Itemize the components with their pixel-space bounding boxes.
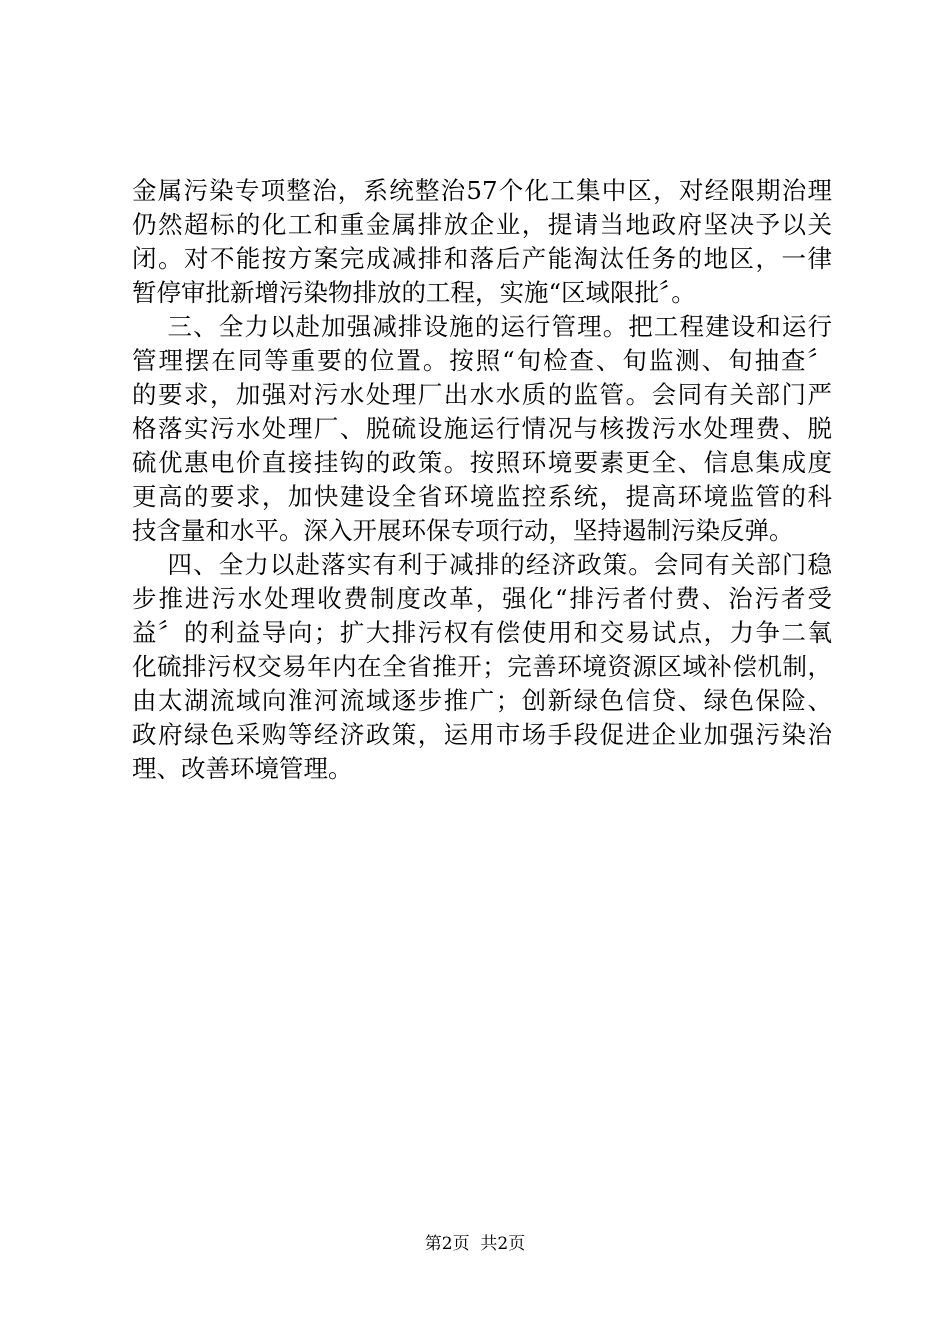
text-line: 步推进污水处理收费制度改革，强化“排污者付费、治污者受 — [132, 584, 832, 613]
document-body — [132, 174, 832, 786]
text-line: 三、全力以赴加强减排设施的运行管理。把工程建设和运行 — [132, 312, 832, 341]
text-line: 更高的要求，加快建设全省环境监控系统，提高环境监管的科 — [132, 482, 832, 511]
text-line: 理、改善环境管理。 — [132, 754, 353, 783]
text-line: 金属污染专项整治，系统整治57个化工集中区，对经限期治理 — [132, 176, 832, 205]
text-line: 技含量和水平。深入开展环保专项行动，坚持遏制污染反弹。 — [132, 516, 794, 545]
text-line: 格落实污水处理厂、脱硫设施运行情况与核拨污水处理费、脱 — [132, 414, 832, 443]
text-line: 四、全力以赴落实有利于减排的经济政策。会同有关部门稳 — [132, 550, 832, 579]
text-line: 闭。对不能按方案完成减排和落后产能淘汰任务的地区，一律 — [132, 244, 832, 273]
text-line: 由太湖流域向淮河流域逐步推广；创新绿色信贷、绿色保险、 — [132, 686, 832, 715]
page-footer: 第2页 共2页 — [424, 1234, 526, 1254]
text-line: 管理摆在同等重要的位置。按照“旬检查、旬监测、旬抽查〞 — [132, 346, 832, 375]
text-line: 政府绿色采购等经济政策，运用市场手段促进企业加强污染治 — [132, 720, 832, 749]
text-line: 益〞的利益导向；扩大排污权有偿使用和交易试点，力争二氧 — [132, 618, 832, 647]
text-line: 硫优惠电价直接挂钩的政策。按照环境要素更全、信息集成度 — [132, 448, 832, 477]
text-line: 暂停审批新增污染物排放的工程，实施“区域限批〞。 — [132, 278, 696, 307]
text-line: 化硫排污权交易年内在全省推开；完善环境资源区域补偿机制， — [132, 652, 832, 681]
text-line: 仍然超标的化工和重金属排放企业，提请当地政府坚决予以关 — [132, 210, 832, 239]
text-line: 的要求，加强对污水处理厂出水水质的监管。会同有关部门严 — [132, 380, 832, 409]
